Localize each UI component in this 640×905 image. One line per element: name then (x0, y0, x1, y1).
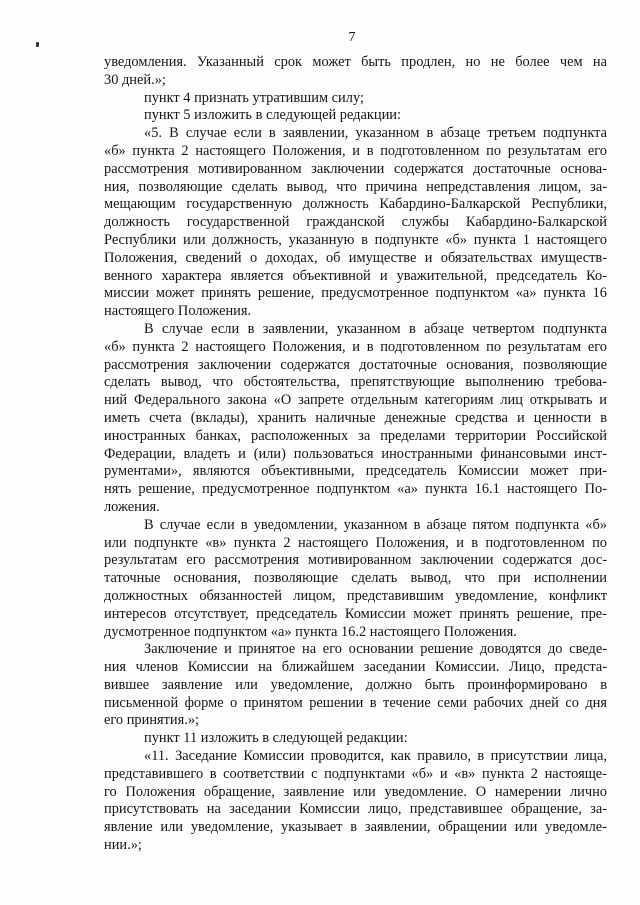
text-line: ния, позволяющие сделать вывод, что причина непредставления лицом, за- (104, 178, 607, 195)
text-line: В случае если в заявлении, указанном в абзаце четвертом подпункта (144, 320, 607, 337)
paragraph-p8 (104, 730, 607, 748)
text-line: пункт 4 признать утратившим силу; (144, 89, 364, 106)
text-line: Федерации, владеть и (или) пользоваться иностранными финансовыми инст- (104, 445, 607, 462)
text-line: рументами», являются объективными, председатель Комиссии может при- (104, 463, 607, 480)
text-line: интересов отсутствует, председатель Комиссии может принять решение, пре- (104, 605, 607, 622)
text-line: «б» пункта 2 настоящего Положения, и в подготовленном по результатам его (104, 142, 607, 159)
text-line: присутствовать на заседании Комиссии лицо, представившее обращение, за- (104, 801, 607, 818)
text-line: 30 дней.»; (104, 71, 166, 88)
page-number: 7 (348, 30, 356, 45)
text-line: иностранных банках, расположенных за пределами территории Российской (104, 427, 607, 444)
text-line: мещающим государственную должность Кабардино-Балкарской Республики, (104, 196, 607, 213)
text-line: ний Федерального закона «О запрете отдельным категориям лиц открывать и (104, 392, 607, 409)
text-line: дусмотренное подпунктом «а» пункта 16.2 настоящего Положения. (104, 623, 517, 640)
text-line: представившего в соответствии с подпунктами «б» и «в» пункта 2 настояще- (104, 765, 607, 782)
text-line: «11. Заседание Комиссии проводится, как правило, в присутствии лица, (144, 748, 607, 765)
text-line: явление или уведомление, указывает в заявлении, обращении или уведомле- (104, 819, 607, 836)
scan-speck (36, 42, 39, 47)
text-line: или подпункте «в» пункта 2 настоящего Положения, и в подготовленном по (104, 534, 607, 551)
text-line: пункт 5 изложить в следующей редакции: (144, 107, 401, 124)
paragraph-p4 (104, 125, 607, 321)
text-line: пункт 11 изложить в следующей редакции: (144, 730, 408, 747)
paragraph-p9 (104, 748, 607, 855)
text-line: нять решение, предусмотренное подпунктом «а» пункта 16.1 настоящего По- (104, 481, 607, 498)
text-line: «5. В случае если в заявлении, указанном в абзаце третьем подпункта (144, 125, 607, 142)
text-line: венного характера является объективной и уважительной, председатель Ко- (104, 267, 607, 284)
text-line: рассмотрения мотивированном заключении содержатся достаточные основа- (104, 160, 607, 177)
paragraph-p2 (104, 90, 607, 108)
document-body (104, 54, 607, 855)
text-line: ния членов Комиссии на ближайшем заседании Комиссии. Лицо, предста- (104, 659, 607, 676)
paragraph-p6 (104, 517, 607, 642)
text-line: рассмотрения заключении содержатся достаточные основания, позволяющие (104, 356, 607, 373)
text-line: вившее заявление или уведомление, должно быть проинформировано в (104, 676, 607, 693)
paragraph-p5 (104, 321, 607, 517)
text-line: его принятия.»; (104, 712, 200, 729)
text-line: сделать вывод, что обстоятельства, препятствующие выполнению требова- (104, 374, 607, 391)
text-line: должностных обязанностей лицом, представившим уведомление, конфликт (104, 587, 607, 604)
text-line: Республики или должность, указанную в подпункте «б» пункта 1 настоящего (104, 231, 607, 248)
text-line: таточные основания, позволяющие сделать вывод, что при исполнении (104, 570, 607, 587)
text-line: го Положения обращение, заявление или уведомление. О намерении лично (104, 783, 607, 800)
text-line: В случае если в уведомлении, указанном в абзаце пятом подпункта «б» (144, 516, 607, 533)
text-line: должность государственной гражданской службы Кабардино-Балкарской (104, 214, 607, 231)
paragraph-p3 (104, 107, 607, 125)
text-line: результатам его рассмотрения мотивированном заключении содержатся дос- (104, 552, 607, 569)
text-line: иметь счета (вклады), хранить наличные денежные средства и ценности в (104, 409, 607, 426)
text-line: Положения, сведений о доходах, об имуществе и обязательствах имуществ- (104, 249, 607, 266)
text-line: «б» пункта 2 настоящего Положения, и в подготовленном по результатам его (104, 338, 607, 355)
paragraph-p7 (104, 641, 607, 730)
text-line: письменной форме о принятом решении в течение семи рабочих дней со дня (104, 694, 607, 711)
text-line: уведомления. Указанный срок может быть продлен, но не более чем на (104, 54, 607, 70)
text-line: миссии может принять решение, предусмотренное подпунктом «а» пункта 16 (104, 285, 607, 302)
text-line: Заключение и принятое на его основании решение доводятся до сведе- (144, 641, 607, 658)
text-line: нии.»; (104, 837, 142, 854)
text-line: настоящего Положения. (104, 303, 252, 320)
paragraph-p1 (104, 54, 607, 90)
text-line: ложения. (104, 498, 160, 515)
